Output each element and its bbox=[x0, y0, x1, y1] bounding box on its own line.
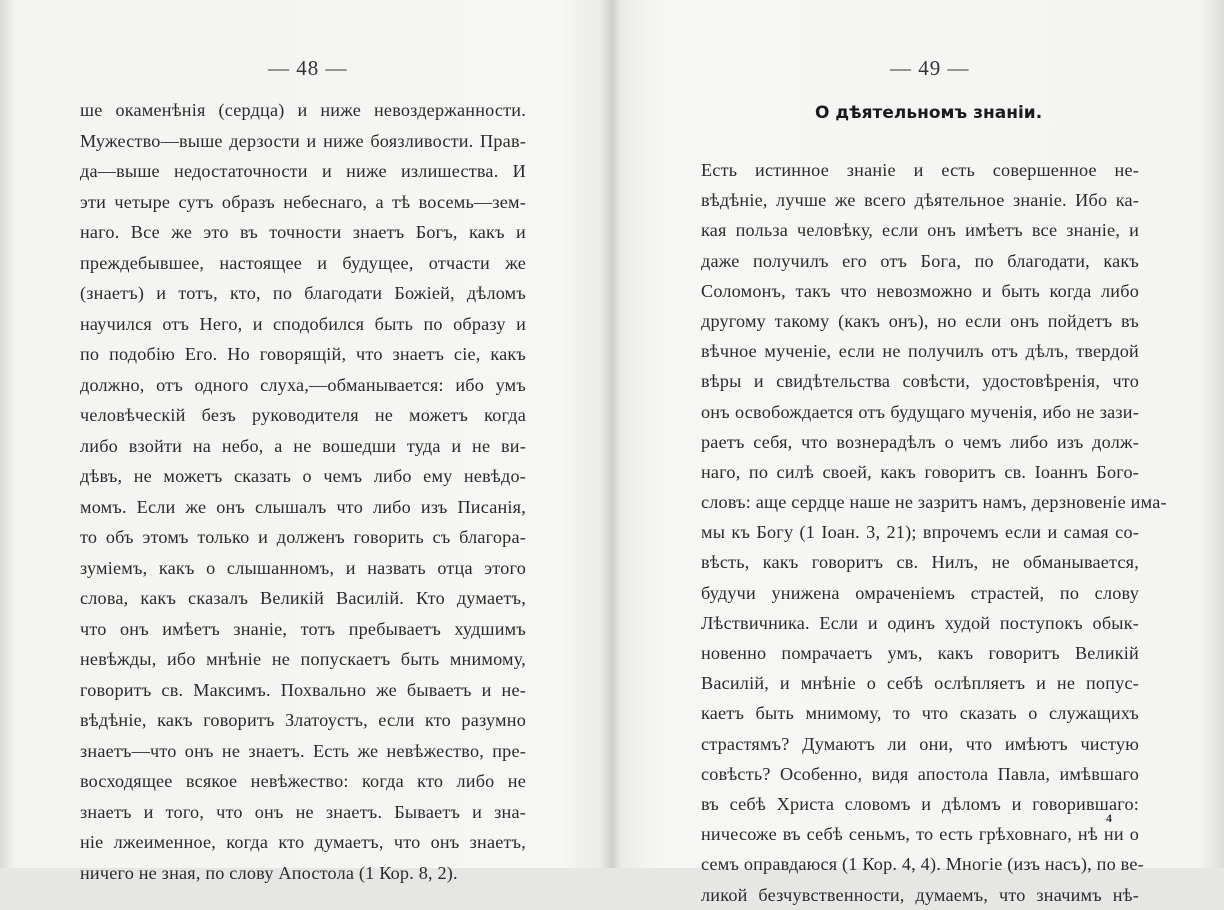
signature-mark: 4 bbox=[1106, 811, 1112, 825]
text-line: новенно помрачаетъ умъ, какъ говоритъ Великій bbox=[701, 643, 1139, 663]
text-line: Соломонъ, такъ что невозможно и быть когда либо bbox=[701, 280, 1139, 301]
text-line: вѣры и свидѣтельства совѣсти, удостовѣренія, что bbox=[701, 371, 1139, 392]
text-line: Мужество—выше дерзости и ниже боязливости. Прав- bbox=[80, 130, 526, 151]
text-line: въ себѣ Христа словомъ и дѣломъ и говорившаго: bbox=[701, 793, 1139, 814]
text-line: эти четыре сутъ образъ небеснаго, а тѣ восемь—зем- bbox=[80, 191, 526, 212]
text-line: Лѣствичника. Если и одинъ худой поступокъ обык- bbox=[701, 612, 1139, 633]
text-line: ничего не зная, по слову Апостола (1 Кор. 8, 2). bbox=[80, 862, 458, 883]
text-line: научился отъ Него, и сподобился быть по образу и bbox=[80, 313, 526, 334]
body-text bbox=[701, 155, 1167, 910]
page-number: — 49 — bbox=[890, 56, 970, 80]
body-text bbox=[80, 95, 526, 888]
text-line: знаетъ и того, что онъ не знаетъ. Бываетъ и зна- bbox=[80, 801, 526, 822]
text-line: словъ: аще сердце наше не зазритъ намъ, дерзновеніе има- bbox=[701, 492, 1167, 513]
page-number: — 48 — bbox=[268, 56, 348, 80]
text-line: ничесоже въ себѣ сеньмъ, то есть грѣховнаго, нѣ ни о bbox=[701, 824, 1139, 845]
text-line: невѣжды, ибо мнѣніе не попускаетъ быть мнимому, bbox=[80, 649, 526, 669]
text-line: должно, отъ одного слуха,—обманывается: ибо умъ bbox=[80, 374, 526, 395]
text-line: наго, по силѣ своей, какъ говоритъ св. Іоаннъ Бого- bbox=[701, 461, 1139, 482]
text-line: слова, какъ сказалъ Великій Василій. Кто думаетъ, bbox=[80, 588, 526, 608]
text-line: преждебывшее, настоящее и будущее, отчасти же bbox=[80, 252, 526, 273]
text-line: наго. Все же это въ точности знаетъ Богъ, какъ и bbox=[80, 222, 526, 242]
text-line: онъ освобождается отъ будущаго мученія, ибо не зази- bbox=[701, 401, 1139, 422]
text-line: либо взойти на небо, а не вошедши туда и не ви- bbox=[80, 435, 526, 456]
text-line: ніе лжеименное, когда кто думаетъ, что онъ знаетъ, bbox=[80, 832, 526, 852]
text-line: зуміемъ, какъ о слышанномъ, и назвать отца этого bbox=[80, 557, 526, 578]
text-line: дѣвъ, не можетъ сказать о чемъ либо ему невѣдо- bbox=[80, 466, 526, 486]
text-line: другому такому (какъ онъ), но если онъ пойдетъ въ bbox=[701, 310, 1139, 331]
text-line: вѣдѣніе, какъ говоритъ Златоустъ, если кто разумно bbox=[80, 710, 526, 730]
left-page bbox=[0, 0, 612, 883]
text-line: вѣчное мученіе, если не получилъ отъ дѣлъ, твердой bbox=[701, 341, 1139, 362]
text-line: будучи унижена омраченіемъ страстей, по слову bbox=[701, 582, 1139, 603]
section-heading: О дѣятельномъ знаніи. bbox=[815, 103, 1043, 123]
text-line: ше окаменѣнія (сердца) и ниже невоздержанности. bbox=[80, 100, 526, 120]
text-line: Василій, и мнѣніе о себѣ ослѣпляетъ и не попус- bbox=[701, 673, 1139, 694]
text-line: раетъ себя, что вознерадѣлъ о чемъ либо изъ долж- bbox=[701, 431, 1139, 452]
text-line: говоритъ св. Максимъ. Похвально же бываетъ и не- bbox=[80, 679, 526, 700]
text-line: знаетъ—что онъ не знаетъ. Есть же невѣжество, пре- bbox=[80, 740, 526, 761]
text-line: то объ этомъ только и долженъ говорить съ благора- bbox=[80, 527, 526, 547]
text-line: восходящее всякое невѣжество: когда кто либо не bbox=[80, 771, 526, 791]
text-line: да—выше недостаточности и ниже излишества. И bbox=[80, 161, 526, 181]
text-line: страстямъ? Думаютъ ли они, что имѣютъ чистую bbox=[701, 733, 1139, 754]
text-line: ликой безчувственности, думаемъ, что значимъ нѣ- bbox=[701, 884, 1139, 905]
text-line: Есть истинное знаніе и есть совершенное не- bbox=[701, 160, 1139, 180]
text-line: момъ. Если же онъ слышалъ что либо изъ Писанія, bbox=[80, 496, 526, 517]
text-line: человѣческій безъ руководителя не можетъ когда bbox=[80, 405, 526, 425]
text-line: вѣсть, какъ говоритъ св. Нилъ, не обманывается, bbox=[701, 552, 1139, 573]
right-page bbox=[612, 0, 1224, 905]
text-line: каетъ быть мнимому, то что сказать о служащихъ bbox=[701, 703, 1139, 724]
text-line: вѣдѣніе, лучше же всего дѣятельное знаніе. Ибо ка- bbox=[701, 190, 1139, 211]
text-line: совѣсть? Особенно, видя апостола Павла, имѣвшаго bbox=[701, 763, 1139, 784]
text-line: даже получилъ его отъ Бога, по благодати, какъ bbox=[701, 250, 1139, 271]
text-line: что онъ имѣетъ знаніе, тотъ пребываетъ худшимъ bbox=[80, 618, 526, 639]
text-line: кая польза человѣку, если онъ имѣетъ все знаніе, и bbox=[701, 220, 1139, 241]
text-line: семъ оправдаюся (1 Кор. 4, 4). Многіе (изъ насъ), по ве- bbox=[701, 854, 1144, 875]
text-line: мы къ Богу (1 Іоан. 3, 21); впрочемъ если и самая со- bbox=[701, 522, 1139, 543]
text-line: (знаетъ) и тотъ, кто, по благодати Божіей, дѣломъ bbox=[80, 283, 526, 303]
text-line: по подобію Его. Но говорящій, что знаетъ сіе, какъ bbox=[80, 344, 526, 364]
